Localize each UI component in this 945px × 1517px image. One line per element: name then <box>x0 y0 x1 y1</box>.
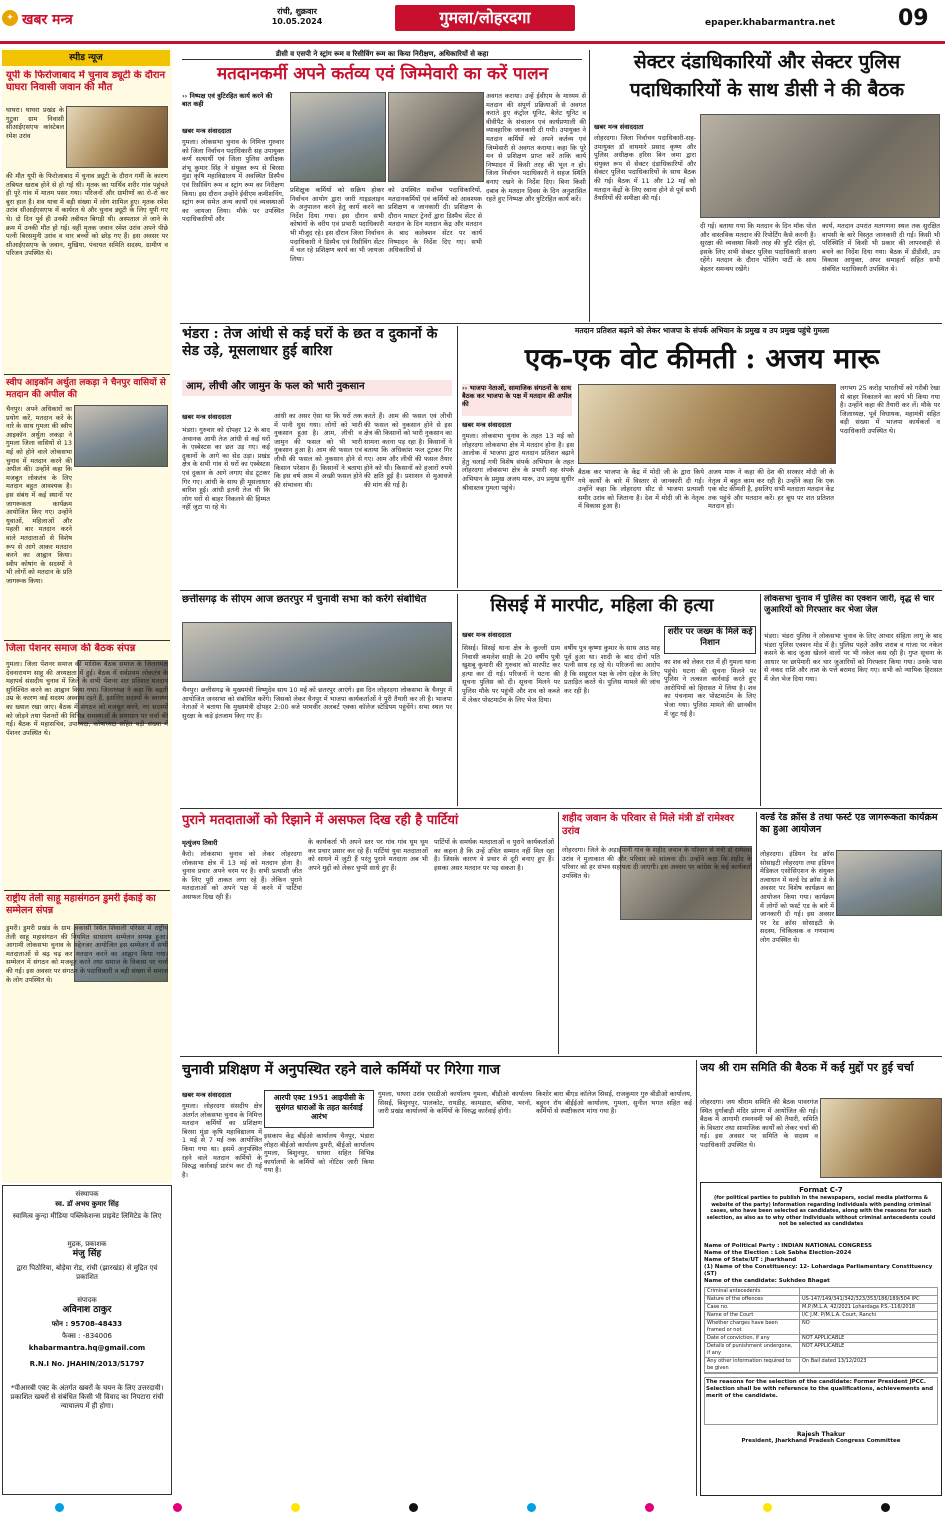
story-training-box: आरपी एक्ट 1951 आइपीसी के सुसंगत धाराओं के तहत कार्रवाई आरंभ <box>264 1090 374 1128</box>
story-dc-col-4: अवगत कराया। उन्हें ईवीएम के माध्यम से मतदान की संपूर्ण प्रक्रियाओं से अवगत कराते हुए कंट्रोल यूनिट, बैलेट यूनिट व वीवीपैट के संचालन एवं कार्यप्रणाली की व्यावहारिक जानकारी दी गयी। उपायुक्त ने मतदान कर्मियों को अपने कर्तव्य एवं जिम्मेवारी से अवगत कराया। कहा कि पूरे मन से प्रशिक्षण प्राप्त करें ताकि कार्य निष्पादन में किसी तरह की भूल न हो। जिला निर्वाचन पदाधिकारी ने सहज स्थिति बनाए रखने के निर्देश दिए। बिना किसी दबाव के मतदान दिवस के दिन अनुशासित रहते हुए निष्पक्ष और त्रुटिरहित कार्य करें। <box>486 92 586 204</box>
speed-story-1-headline: यूपी के फिरोजाबाद में चुनाव ड्यूटी के दौरान घाघरा निवासी जवान की मौत <box>6 70 166 93</box>
story-training-byline: खबर मन्त्र संवाददाता <box>182 1091 232 1099</box>
speed-story-2-photo <box>74 405 168 467</box>
speed-story-1-dateline: घाघरा। घाघरा प्रखंड के गुटुवा ग्राम निवासी सीआईएसएफ कांस्टेबल रमेश उरांव <box>6 106 64 140</box>
speed-story-4-body: डुमरी। डुमरी प्रखंड के ग्राम अकासी स्थित शिवाली परिसर में राष्ट्रीय तेली साहू महासंगठन की नियमित साधारण सम्मेलन सम्पन्न हुआ। आगामी लोकसभा चुनाव के मद्देनजर आयोजित इस सम्मेलन में सभी मतदाताओं से बढ़ चढ़ कर मतदान करने का आह्वान किया गया। सम्मेलन में संगठन को मजबूत करने तथा समाज के विकास पर चर्चा की गई। इस अवसर पर संगठन के पदाधिकारी व बड़ी संख्या में समाज के लोग उपस्थित थे। <box>6 924 168 984</box>
story-martyr-headline: शहीद जवान के परिवार से मिले मंत्री डॉ रामेश्वर उरांव <box>562 813 734 837</box>
story-voters-headline: पुराने मतदाताओं को रिझाने में असफल दिख रही है पार्टियां <box>182 813 459 828</box>
story-storm-byline: खबर मन्त्र संवाददाता <box>182 413 232 421</box>
ad-constituency: (1) Name of the Constituency: 12- Lohardaga Parliamentary Constituency (ST) <box>704 1264 933 1277</box>
speed-story-1-photo <box>66 106 168 168</box>
story-dc-byline: खबर मन्त्र संवाददाता <box>182 127 232 135</box>
imprint-printer: मंजु सिंह <box>72 1249 102 1259</box>
story-training-col-1: गुमला। लोहरदगा संसदीय क्षेत्र अंतर्गत लोकसभा चुनाव के निमित्त मतदान कर्मियों का प्रशिक्षण बिरसा मुंडा कृषि महाविद्यालय में 1 मई से 7 मई तक आयोजित किया गया था। इसमें अनुपस्थित रहने वाले मतदान कर्मियों के विरुद्ध कार्रवाई प्रारंभ कर दी गई है। <box>182 1102 262 1179</box>
imprint-legal-note: *पीआरबी एक्ट के अंतर्गत खबरों के चयन के लिए उत्तरदायी। प्रकाशित खबरों से संबंधित किसी भी विवाद का निपटारा रांची न्यायालय में ही होगा। <box>10 1384 164 1410</box>
story-vote-photo <box>578 384 836 464</box>
story-vote-subhead: ›› भाजपा नेताओं, सामाजिक संगठनों के साथ बैठक कर भाजपा के पक्ष में मतदान की अपील की <box>462 384 572 416</box>
story-sector-col-1: लोहरदगा। जिला निर्वाचन पदाधिकारी-सह-उपायुक्त डॉ वाघमारे प्रसाद कृष्ण और पुलिस अधीक्षक हरिस बिन जमा द्वारा संयुक्त रूप से सेक्टर दंडाधिकारियों और सेक्टर पुलिस पदाधिकारियों के साथ बैठक की गई। बैठक में 11 और 12 मई को मतदान केंद्रों के लिए रवाना होने से पूर्व सभी तैयारियों की समीक्षा की गई। <box>594 134 696 203</box>
edition-date: 10.05.2024 <box>271 17 323 26</box>
speed-story-2-body: चैनपुर। अपने अधिकारों का प्रयोग करें, मतदान करें के नारे के साथ गुमला की स्वीप आइकॉन अर्थुता लकड़ा ने गुमला जिला वासियों से 13 मई को होने वाले लोकसभा चुनाव में मतदान करने की अपील की। उन्होंने कहा कि मजबूत लोकतंत्र के लिए मतदान बहुत आवश्यक है। इस संबंध में कई स्थानों पर जागरूकता कार्यक्रम आयोजित किए गए। उन्होंने युवाओं, महिलाओं और पहली बार मतदान करने वाले मतदाताओं से विशेष रूप से आगे आकर मतदान करने का आह्वान किया। स्वीप कोषांग के सदस्यों ने भी लोगों को मतदान के प्रति जागरूक किया। <box>6 405 72 585</box>
imprint-editor-label: संपादक <box>77 1296 97 1304</box>
ad-table-row: Details of punishment undergone, if any NOT APPLICABLE <box>705 1343 937 1358</box>
brand-logo-icon: ✦ <box>2 10 18 26</box>
story-storm-subhead: आम, लीची और जामुन के फल को भारी नुकसान <box>182 380 452 396</box>
story-dc-col-1: गुमला। लोकसभा चुनाव के निमित्त गुरुवार को जिला निर्वाचन पदाधिकारी सह उपायुक्त कर्ण सत्यार्थी एवं जिला पुलिस अधीक्षक शंभू कुमार सिंह ने संयुक्त रूप से बिरसा मुंडा कृषि महाविद्यालय में अवस्थित डिस्पैच एवं रिसीविंग रूम व स्ट्रांग रूम का निरीक्षण किया। इस दौरान उन्होंने ईवीएम कमीशनिंग, स्ट्रांग रूम समेत अन्य कार्यों एवं व्यवस्थाओं का जायजा लिया। मौके पर उपस्थित पदाधिकारियों और <box>182 138 284 224</box>
story-dc-photo-2 <box>388 92 484 182</box>
imprint-editor: अविनाश ठाकुर <box>62 1305 112 1315</box>
story-sisai-subhead: शरीर पर जख्म के मिले कई निशान <box>664 626 756 654</box>
ad-table-row: Whether charges have been framed or not NO <box>705 1320 937 1335</box>
epaper-link[interactable]: epaper.khabarmantra.net <box>705 18 836 28</box>
story-sector-photo <box>700 114 940 218</box>
imprint-email[interactable]: khabarmantra.hq@gmail.com <box>28 1344 146 1352</box>
ad-table <box>704 1287 938 1374</box>
story-sector-headline: सेक्टर दंडाधिकारियों और सेक्टर पुलिस पदाधिकारियों के साथ डीसी ने की बैठक <box>629 51 905 101</box>
story-cm-photo <box>182 622 452 682</box>
story-training-col-3: गुमला, घाघरा उरांव एसडीओ कार्यालय गुमला, बीडीओ कार्यालय सिसई, बिशुनपुर, पालकोट, रायडीह, कामडारा, बसिया, भरनो, जारी प्रखंड कार्यालयों के कर्मियों के विरुद्ध कार्रवाई होगी। <box>378 1090 532 1116</box>
story-sector-byline: खबर मन्त्र संवाददाता <box>594 123 644 131</box>
speed-story-3-headline: जिला पेंशनर समाज की बैठक संपन्न <box>6 643 136 654</box>
story-cm-headline: छत्तीसगढ़ के सीएम आज छतरपुर में चुनावी सभा को करेंगे संबोधित <box>182 594 427 605</box>
print-registration-marks <box>0 1498 945 1517</box>
ad-title: Format C-7 <box>799 1186 843 1194</box>
edition-city: रांची, शुक्रवार <box>277 7 317 16</box>
ad-candidate: Name of the candidate: Sukhdeo Bhagat <box>704 1278 830 1284</box>
ad-reasons: The reasons for the selection of the candidate: Former President JPCC. Selection shall be with reference to the qualifications, achievements and merit of the candidate. <box>704 1377 938 1425</box>
story-police-body: भंडरा। भंडरा पुलिस ने लोकसभा चुनाव के लिए आचार संहिता लागू के बाद भंडरा पुलिस एक्शन मोड में है। पुलिस पहले अवैध शराब व गांजा पर नकेल कसने के बाद जुआ खेलने वालों पर भी नकेल कस रही है। गुप्त सूचना के आधार पर छापेमारी कर चार जुआरियों को गिरफ्तार किया गया। उनके पास से नकद राशि और ताश के पत्ते बरामद किए गए। सभी को न्यायिक हिरासत में जेल भेज दिया गया। <box>764 632 942 683</box>
story-dc-subhead: ›› निष्पक्ष एवं त्रुटिरहित कार्य करने की बात कही <box>182 92 273 108</box>
speed-story-4-headline: राष्ट्रीय तेली साहू महासंगठन डुमरी ईकाई का सम्मेलन संपन्न <box>6 893 156 916</box>
story-voters-byline: मृत्युंजय तिवारी <box>182 839 218 847</box>
story-training-col-4: किशोर बारा बीएड कॉलेज सिसई, राजकुमार गुरु बीडीओ कार्यालय, बहुरन रॉय बीईईओ कार्यालय, गुमला, सुनील भगत सहित कई कर्मियों से स्पष्टीकरण मांगा गया है। <box>536 1090 692 1116</box>
story-voters-col-2: के कार्यकर्ता भी अपने स्तर पर गांव गांव घूम घूम कर प्रचार प्रसार कर रहे हैं। पार्टियां युवा मतदाताओं को साधने में जुटी हैं परंतु पुराने मतदाता अब भी अपने मुद्दों को लेकर चुप्पी साधे हुए हैं। <box>308 838 428 872</box>
story-storm-headline: भंडरा : तेज आंधी से कई घरों के छत व दुकानों के सेड उड़े, मूसलाधार हुई बारिश <box>182 326 438 359</box>
story-dc-kicker: डीसी व एसपी ने स्ट्रांग रूम व रिसीविंग रूम का किया निरीक्षण, अधिकारियों से कहा <box>182 50 582 60</box>
ad-signatory: Rajesh Thakur <box>796 1431 846 1438</box>
story-dc-photo-1 <box>290 92 386 182</box>
ad-state: Name of State/UT : Jharkhand <box>704 1257 797 1263</box>
story-sisai-byline: खबर मन्त्र संवाददाता <box>462 631 512 639</box>
speed-news-label: स्पीड न्यूज <box>2 50 170 66</box>
imprint-rni: R.N.I No. JHAHIN/2013/51797 <box>29 1360 145 1368</box>
speed-story-3-body: गुमला। जिला पेंशनर समाज की मासिक बैठक समाज के जिलाध्यक्ष देवनारायण साहू की अध्यक्षता में हुई। बैठक में सर्वप्रथम लोकतंत्र के महापर्व संसदीय चुनाव में जिले के सभी पेंशनर शत प्रतिशत मतदान सुनिश्चित करने का आह्वान किया गया। जिलाध्यक्ष ने कहा कि बढ़ती उम्र के कारण कई सदस्य अस्वस्थ रहते हैं, इसलिए सदस्यों के स्वास्थ्य का ख्याल रखा जाए। बैठक में संगठन को मजबूत करने, नए सदस्यों को जोड़ने तथा पेंशनरों की विभिन्न समस्याओं के समाधान पर चर्चा की गई। बैठक में महासचिव, उपाध्यक्ष, कोषाध्यक्ष सहित बड़ी संख्या में पेंशनर उपस्थित थे। <box>6 660 168 737</box>
story-redcross-body: लोहरदगा। इंडियन रेड क्रॉस सोसाइटी लोहरदगा तथा इंडियन मेडिकल एसोसिएशन के संयुक्त तत्वाधान में वर्ल्ड रेड क्रॉस डे के अवसर पर विशेष कार्यक्रम का आयोजन किया गया। कार्यक्रम में लोगों को फर्स्ट एड के बारे में जानकारी दी गई। इस अवसर पर रेड क्रॉस सोसाइटी के सदस्य, चिकित्सक व गणमान्य लोग उपस्थित थे। <box>760 850 834 944</box>
ad-election: Name of the Election : Lok Sabha Election-2024 <box>704 1250 852 1256</box>
story-storm-col-2: आंधी का असर ऐसा था कि घरों तक में पानी घुस गया। लोगों को भारी नुकसान हुआ है। आम, लीची व जामुन की फसल को भी भारी नुकसान हुआ है। आम की फसल एवं लीची की फसल को नुकसान होने से किसान परेशान हैं। किसानों ने बताया कि इस वर्ष आम में अच्छी फसल होने की संभावना थी। <box>274 412 362 489</box>
story-ram-body: लोहरदगा। जय श्रीराम समिति की बैठक पावरगंज स्थित दुर्गाबाड़ी मंदिर प्रांगण में आयोजित की गई। बैठक में आगामी रामनवमी पर्व की तैयारी, समिति के विस्तार तथा सामाजिक कार्यों को लेकर चर्चा की गई। इस अवसर पर समिति के सदस्य व पदाधिकारी उपस्थित थे। <box>700 1098 818 1149</box>
story-training-col-2: इसकाप केंद्र बीईओ कार्यालय चैनपुर, भंडारा लोहरा बीईओ कार्यालय डुमरी, बीईओ कार्यालय गुमला, बिशुनपुर, घाघरा सहित विभिन्न कार्यालयों के कर्मियों को नोटिस जारी किया गया है। <box>264 1132 374 1175</box>
speed-story-2-headline: स्वीप आइकॉन अर्थुता लकड़ा ने चैनपुर वासियों से मतदान की अपील की <box>6 378 166 400</box>
story-training-headline: चुनावी प्रशिक्षण में अनुपस्थित रहने वाले कर्मियों पर गिरेगा गाज <box>182 1062 500 1078</box>
story-storm-col-1: भंडरा। गुरुवार को दोपहर 12 के बाद अचानक आयी तेज आंधी से कई घरों के एस्बेस्टस का छत उड़ गए। कई दुकानों के आगे का सेड उड़ा। प्रखंड क्षेत्र के सभी गांव से घरों का एस्बेस्टस एवं दुकान के आगे लगाए सेड टूटकर गिर गए। आंधी के साथ ही मूसलाधार बारिश हुई। आंधी इतनी तेज थी कि लोग घरों से बाहर निकलने की हिम्मत नहीं जुटा पा रहे थे। <box>182 426 270 512</box>
imprint-phone: फोन : 95708-48433 <box>51 1320 123 1328</box>
story-dc-col-2: प्रशिक्षुक कर्मियों को सक्रिय होकर निर्वाचन आयोग द्वारा जारी गाइडलाइन के अनुपालन करने हेतु कार्य करने का निर्देश दिया गया। इस दौरान सभी कोषांगों के वरीय एवं प्रभारी पदाधिकारी भी मौजूद रहे। इस दौरान जिला निर्वाचन पदाधिकारी ने डिस्पैच एवं रिसीविंग सेंटर में चल रहे प्रशिक्षण कार्य का भी जायजा लिया। <box>290 186 384 263</box>
story-storm-col-3: करते हैं। आम की फसल एवं लीची की फसल को नुकसान होने से इस क्षेत्र की किसानों को भारी नुकसान का सामना करना पड़ रहा है। किसानों ने बताया कि अधिकांश फल टूटकर गिर गए। आम और लीची की फसल तैयार होने को थी। किसानों को हजारों रुपये की क्षति हुई है। प्रशासन से मुआवजे की मांग की गई है। <box>364 412 452 489</box>
story-vote-col-3: अजय मारू ने कहा की देश की सरकार मोदी जी के नेतृत्व में बहुत काम कर रही है। उन्होंने कहा कि एक एक वोट कीमती है, इसलिए सभी मतदाता मतदान केंद्र तक पहुंचे और मतदान करें। हर बूथ पर शत प्रतिशत मतदान हो। <box>708 468 834 511</box>
imprint-founder-label: संस्थापक <box>75 1190 99 1198</box>
ad-intro: (for political parties to publish in the newspapers, social media platforms & website of the party) Information regarding individuals with pending criminal cases, who have been selected as candidates, along with the reasons for such selection, as also as to why other individuals without criminal antecedents could not be selected as candidates <box>706 1195 936 1227</box>
story-vote-headline: एक-एक वोट कीमती : अजय मारू <box>524 342 880 375</box>
story-martyr-body: लोहरदगा। जिले के अड़ाईपानी गांव के शहीद जवान के परिवार से मंत्री डॉ रामेश्वर उरांव ने मुलाकात की और परिवार को सांत्वना दी। उन्होंने कहा कि शहीद के परिवार को हर संभव सहायता दी जाएगी। इस अवसर पर कांग्रेस के कई कार्यकर्ता उपस्थित थे। <box>562 846 752 880</box>
ad-table-row: Case no. M.P./M.L.A. 42/2021 Lohardaga P.S.-116/2018 <box>705 1304 937 1312</box>
ad-table-row: Name of the Court I/C J.M. P/M.L.A. Court, Ranchi <box>705 1312 937 1320</box>
story-vote-col-4: लगभग 25 करोड़ भारतीयों को गरीबी रेखा से बाहर निकालने का कार्य भी किया गया है। उन्होंने कहा की तैयारी कर लें। मौके पर जिलाध्यक्ष, पूर्व विधायक, महामंत्री सहित बड़ी संख्या में भाजपा कार्यकर्ता व पदाधिकारी उपस्थित थे। <box>840 384 940 435</box>
ad-table-row: Nature of the offences US-147/149/341/342/323/353/186/189/504 IPC <box>705 1296 937 1304</box>
brand-name: खबर मन्त्र <box>22 12 73 28</box>
story-dc-headline: मतदानकर्मी अपने कर्तव्य एवं जिम्मेवारी का करें पालन <box>216 64 549 84</box>
story-police-headline: लोकसभा चुनाव में पुलिस का एक्शन जारी, वृद्ध से चार जुआरियों को गिरफ्तार कर भेजा जेल <box>764 594 935 615</box>
speed-story-1-body: की मौत यूपी के फिरोजाबाद में चुनाव ड्यूटी के दौरान गर्मी के कारण तबियत खराब होने से हो गई थी। मृतक का पार्थिव शरीर गांव पहुंचते ही पूरे गांव में मातम पसर गया। परिजनों और ग्रामीणों का रो-रो कर बुरा हाल है। शव यात्रा में बड़ी संख्या में लोग शामिल हुए। मृतक रमेश उरांव सीआईएसएफ में कार्यरत थे और चुनाव ड्यूटी के लिए यूपी गए थे। दो दिन पूर्व ही उनकी तबीयत बिगड़ी थी। अस्पताल ले जाने के क्रम में उनकी मौत हो गई। वहीं मृतक जवान रमेश उरांव अपने पीछे पत्नी बिरसमुनी उरांव व चार बच्चों को छोड़ गए हैं। इस अवसर पर सीआईएसएफ के जवान, मुखिया, पंचायत समिति सदस्य, ग्रामीण व परिजन उपस्थित थे। <box>6 172 168 258</box>
story-ram-headline: जय श्री राम समिति की बैठक में कई मुद्दों पर हुई चर्चा <box>700 1061 914 1074</box>
imprint-owner: स्वामित्व कुन्दा मीडिया पब्लिकेशन्स प्राइवेट लिमिटेड के लिए <box>12 1212 162 1220</box>
ad-table-row: Any other information required to be given On Bail dated 13/12/2023 <box>705 1358 937 1373</box>
section-title: गुमला/लोहरदगा <box>395 5 575 31</box>
story-cm-body: चैनपुर। छत्तीसगढ़ के मुख्यमंत्री विष्णुदेव साय 10 मई को छतरपुर आएंगे। इस दिन लोहरदगा लोकसभा के चैनपुर में आयोजित जनसभा को संबोधित करेंगे। जिसको लेकर चैनपुर में भाजपा कार्यकर्ताओं ने पूरी तैयारी कर ली है। भाजपा नेताओं ने बताया कि मुख्यमंत्री दोपहर 2:00 बजे परमवीर अलबर्ट एक्का कॉलेज स्टेडियम पहुंचेंगे। सभा स्थल पर सुरक्षा के कड़े इंतजाम किए गए हैं। <box>182 686 452 720</box>
story-redcross-headline: वर्ल्ड रेड क्रॉस डे तथा फर्स्ट एड जागरूकता कार्यक्रम का हुआ आयोजन <box>760 812 938 835</box>
page-number: 09 <box>898 6 929 31</box>
imprint-address: द्वारा पिठोरिया, बोड़ेया रोड, रांची (झारखंड) से मुद्रित एवं प्रकाशित <box>16 1264 158 1281</box>
story-sisai-headline: सिसई में मारपीट, महिला की हत्या <box>490 595 714 616</box>
story-vote-kicker: मतदान प्रतिशत बढ़ाने को लेकर भाजपा के संपर्क अभियान के प्रमुख व उप प्रमुख पहुंचे गुमला <box>574 326 830 335</box>
story-voters-col-1: कैरो। लोकसभा चुनाव को लेकर लोहरदगा लोकसभा क्षेत्र में 13 मई को मतदान होना है। चुनाव प्रचार अपने चरम पर है। सभी प्रत्याशी जीत के लिए पूरी ताकत लगा रहे हैं। लेकिन पुराने मतदाताओं को अपने पक्ष में करने में पार्टियां असफल दिख रही हैं। <box>182 850 302 901</box>
story-vote-byline: खबर मन्त्र संवाददाता <box>462 421 512 429</box>
ad-table-row: Criminal antecedents <box>705 1288 937 1296</box>
story-vote-col-1: गुमला। लोकसभा चुनाव के तहत 13 मई को लोहरदगा लोकसभा क्षेत्र में मतदान होना है। इस आलोक में भाजपा द्वारा मतदान प्रतिशत बढ़ाने हेतु चलाई गयी विशेष संपर्क अभियान के तहत लोहरदगा लोकसभा क्षेत्र के प्रभारी सह संपर्क अभियान के प्रमुख अजय मारू, उप प्रमुख सुधीर श्रीवास्तव गुमला पहुंचे। <box>462 432 574 492</box>
story-vote-col-2: बैठक कर भाजपा के केंद्र में मोदी जी के द्वारा किये गये कार्यों के बारे में विस्तार से जानकारी दी गई। उन्होंने कहा कि लोहरदगा सीट से भाजपा प्रत्याशी समीर उरांव को जिताना है। देश में मोदी जी के नेतृत्व में विकास हुआ है। <box>578 468 704 511</box>
story-redcross-photo <box>836 850 942 916</box>
story-voters-col-3: पार्टियों के समर्थक मतदाताओं व पुराने कार्यकर्ताओं का कहना है कि उन्हें उचित सम्मान नहीं मिल रहा है। जिसके कारण वे प्रचार से दूरी बनाए हुए हैं। इसका असर मतदान पर पड़ सकता है। <box>434 838 554 872</box>
imprint-fax: फैक्स : -834006 <box>62 1332 112 1340</box>
story-sisai-col-3: का शव को लेकर रात में ही गुमला थाना पहुंचे। घटना की सूचना मिलने पर पुलिस ने तत्काल कार्रवाई करते हुए आरोपियों को हिरासत में लिया है। शव का पंचनामा कर पोस्टमार्टम के लिए भेजा गया। पुलिस मामले की छानबीन में जुट गई है। <box>664 658 756 718</box>
story-sisai-col-2: वर्षीय पुत्र कृष्णा कुमार के साथ आठ माह पूर्व हुआ था। शादी के बाद दोनों पति पत्नी साथ रह रहे थे। परिजनों का आरोप है कि ससुराल पक्ष के लोग दहेज के लिए प्रताड़ित करते थे। पुलिस मामले की जांच कर रही है। <box>564 644 660 695</box>
story-ram-photo <box>820 1098 942 1178</box>
ad-party: Name of Political Party : INDIAN NATIONAL CONGRESS <box>704 1243 872 1249</box>
advertisement-format-c7 <box>700 1182 942 1496</box>
imprint-founder: स्व. डॉ अभय कुमार सिंह <box>55 1200 119 1208</box>
story-sector-col-3: कार्य, मतदान उपरांत मतगणना स्थल तक सुरक्षित वापसी के बारे विस्तृत जानकारी दी गई। किसी भी परिस्थिति में किसी भी प्रकार की लापरवाही से बचने का निर्देश दिया गया। बैठक में डीडीसी, उप विकास आयुक्त, अपर समाहर्ता सहित सभी संबंधित पदाधिकारी उपस्थित थे। <box>822 222 940 273</box>
story-sisai-col-1: सिसई। सिसई थाना क्षेत्र के कुल्ली ग्राम निवासी कमलेश साही के 20 वर्षीय पुत्री खुशबू कुमारी की गुरुवार को मारपीट कर हत्या कर दी गई। परिजनों ने घटना की सूचना पुलिस को दी। सूचना मिलने पर पुलिस मौके पर पहुंची और शव को कब्जे में लेकर पोस्टमार्टम के लिए भेज दिया। <box>462 644 560 704</box>
story-sector-col-2: दी गई। बताया गया कि मतदान के दिन मॉक पोल और वास्तविक मतदान की रिपोर्टिंग कैसे करनी है। सुरक्षा की व्यवस्था किसी तरह की त्रुटि रहित हो, इसके लिए सभी सेक्टर पुलिस पदाधिकारी सजग रहेंगे। मतदान के दौरान पोलिंग पार्टी के साथ बेहतर समन्वय रखेंगे। <box>700 222 816 273</box>
ad-signatory-role: President, Jharkhand Pradesh Congress Committee <box>741 1438 901 1444</box>
imprint-printer-label: मुद्रक, प्रकाशक <box>67 1240 107 1248</box>
story-dc-col-3: को उपस्थित सर्वोच्च पदाधिकारियों, मतदानकर्मियों एवं कर्मियों को आवश्यक प्रशिक्षण व जानकारी दी। प्रशिक्षण के दौरान मास्टर ट्रेनरों द्वारा डिस्पैच सेंटर से मतदान के दिन मतदान केंद्र और मतदान के बाद कलेक्शन सेंटर पर कार्य निष्पादन के निर्देश दिए गए। सभी अधिकारियों से <box>388 186 482 255</box>
ad-table-row: Date of conviction, if any NOT APPLICABLE <box>705 1335 937 1343</box>
